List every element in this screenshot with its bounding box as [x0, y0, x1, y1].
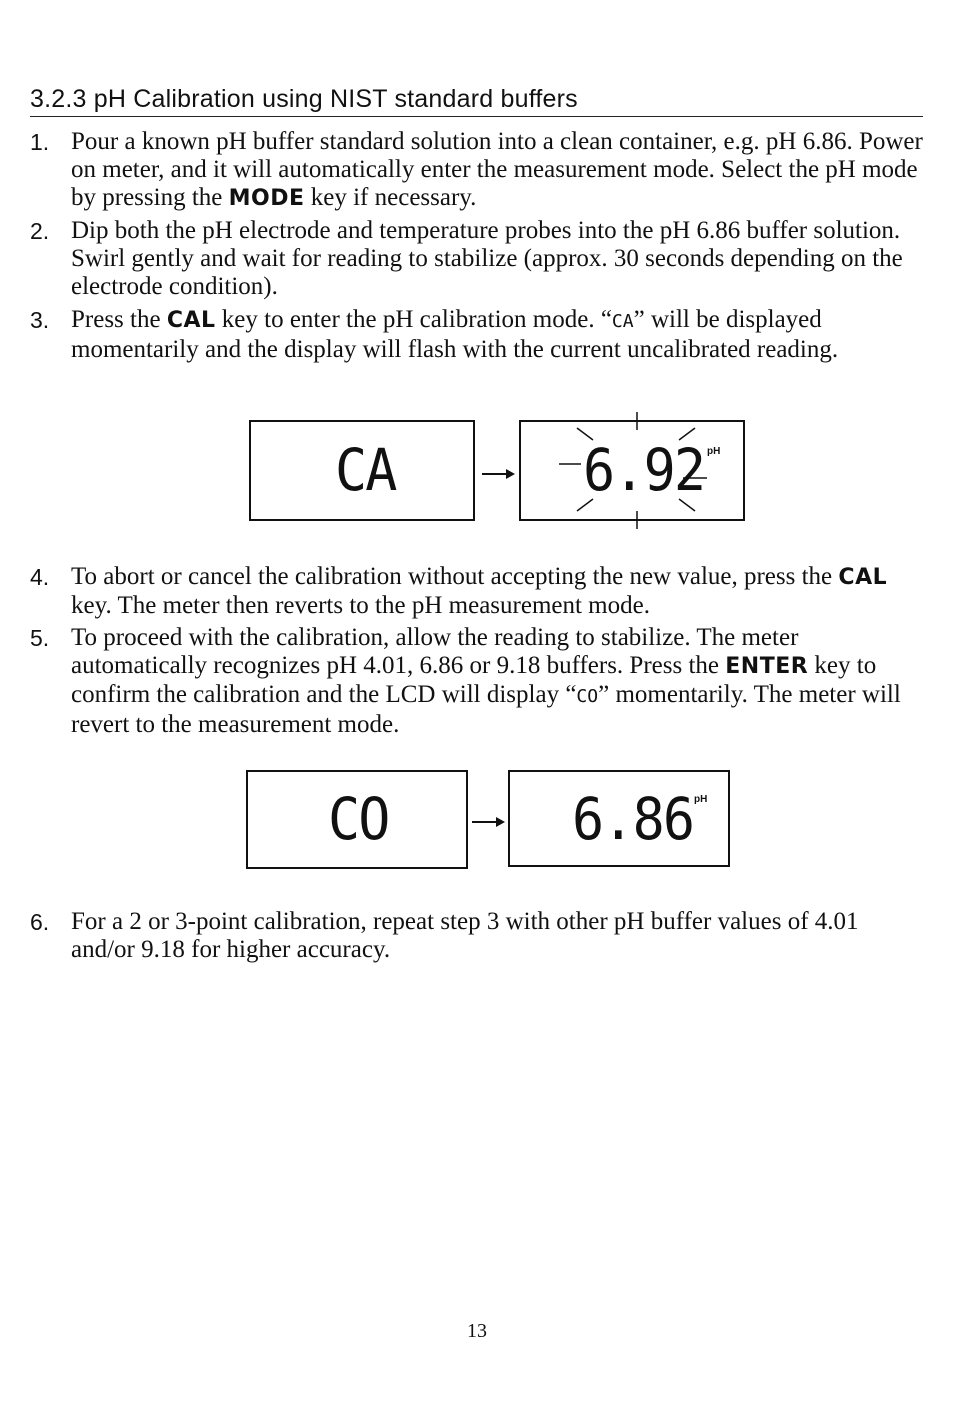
lcd-display-left [246, 770, 468, 869]
lcd-readout: CA [335, 436, 396, 504]
lcd-display-right [508, 770, 730, 867]
step-text: For a 2 or 3-point calibration, repeat step 3 with other pH buffer values of 4.01 and/or 9.18 for higher accuracy. [71, 908, 859, 963]
step-text [71, 306, 925, 364]
cal-key-label: CAL [166, 308, 216, 333]
step-2 [30, 217, 925, 301]
arrow-right-icon [480, 466, 516, 482]
page-number: 13 [467, 1320, 487, 1342]
step-text-segment: To proceed with the calibration, allow the reading to stabilize. The meter automatically recognizes pH 4.01, 6.86 or 9.18 buffers. Press the [71, 624, 799, 679]
step-text-segment: ” momentarily. The meter will revert to the measurement mode. [71, 681, 901, 738]
step-number: 6. [30, 909, 50, 935]
step-text-segment: key to enter the pH calibration mode. “ [215, 306, 612, 333]
ph-unit-label: pH [707, 446, 721, 457]
arrow-right-icon [470, 814, 506, 830]
step-6 [30, 908, 925, 964]
step-text-segment: key. The meter then reverts to the pH measurement mode. [71, 592, 650, 619]
step-4 [30, 563, 925, 620]
step-text-segment: ” will be displayed momentarily and the display will flash with the current uncalibrated reading. [71, 306, 839, 363]
step-text-segment: key if necessary. [304, 184, 477, 211]
step-number: 1. [30, 129, 50, 155]
step-text [71, 624, 925, 739]
step-text-segment: Pour a known pH buffer standard solution into a clean container, e.g. pH 6.86. Power on meter, and it will automatically enter the measurement mode. Select the pH mode by pressing the [71, 128, 923, 211]
step-number: 5. [30, 625, 50, 651]
mode-key-label: MODE [228, 186, 305, 211]
lcd-readout: 6.86 [572, 785, 694, 853]
section-heading: 3.2.3 pH Calibration using NIST standard buffers [30, 84, 923, 117]
step-number: 2. [30, 218, 50, 244]
flash-rays-icon [519, 410, 745, 531]
step-text-segment: key to confirm the calibration and the LCD will display “ [71, 652, 877, 708]
lcd-readout: CO [328, 785, 389, 853]
lcd-code-inline: CA [611, 311, 634, 332]
ph-unit-label: pH [694, 794, 708, 805]
step-5 [30, 624, 925, 739]
step-text-segment: To abort or cancel the calibration without accepting the new value, press the [71, 563, 839, 590]
step-text: Dip both the pH electrode and temperature probes into the pH 6.86 buffer solution. Swirl gently and wait for reading to stabilize (approx. 30 seconds depending on the electrode condition). [71, 217, 903, 300]
lcd-code-inline: CO [576, 686, 599, 707]
step-text [71, 128, 925, 213]
step-3 [30, 306, 925, 364]
step-number: 3. [30, 307, 50, 333]
lcd-display-left [249, 420, 475, 521]
step-text [71, 563, 925, 620]
lcd-readout: 6.92 [583, 436, 705, 504]
step-number: 4. [30, 564, 50, 590]
cal-key-label: CAL [838, 565, 888, 590]
enter-key-label: ENTER [725, 654, 809, 679]
step-1 [30, 128, 925, 213]
step-text-segment: Press the [71, 306, 167, 333]
